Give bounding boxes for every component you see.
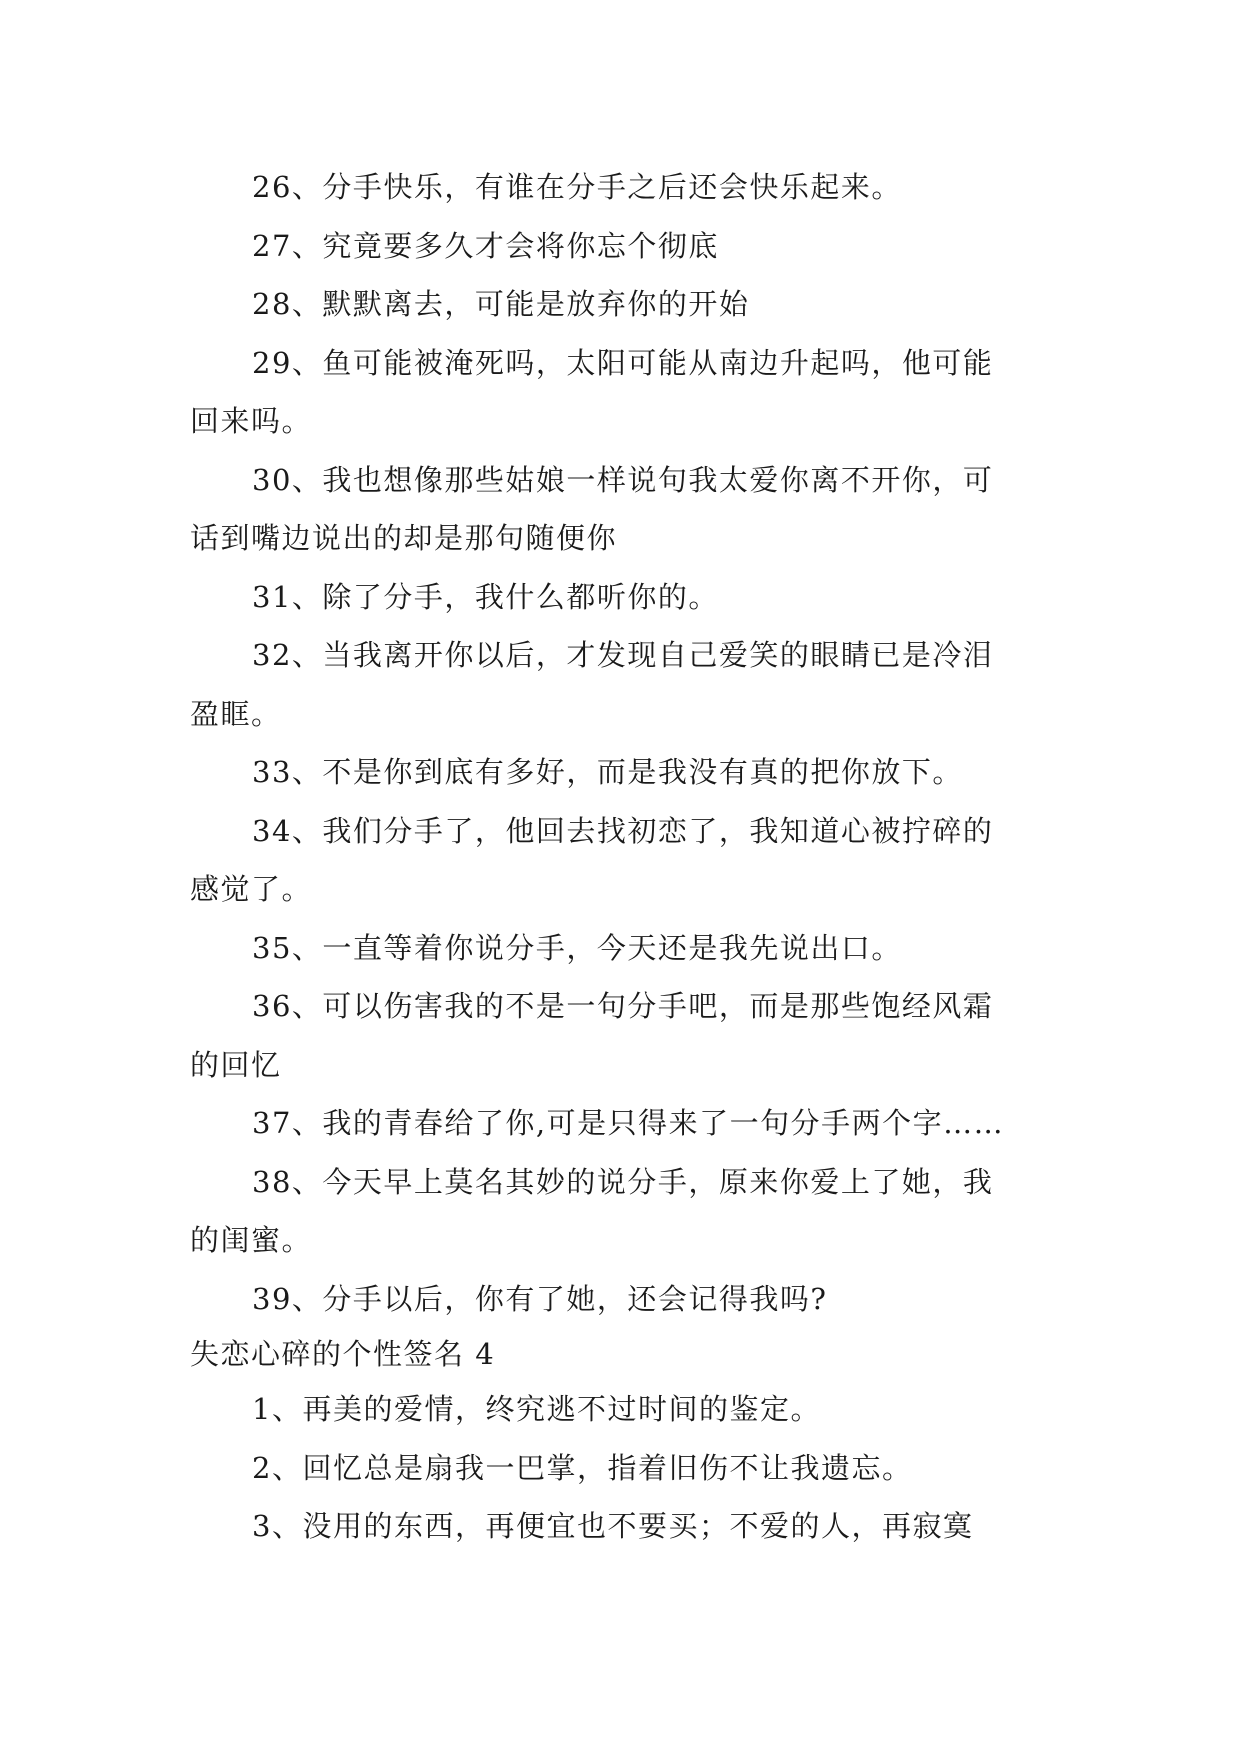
document-body: [190, 158, 1050, 1556]
paragraph-line: 36、可以伤害我的不是一句分手吧，而是那些饱经风霜: [252, 989, 994, 1023]
paragraph-line: 话到嘴边说出的却是那句随便你: [190, 521, 618, 555]
paragraph-line: 39、分手以后，你有了她，还会记得我吗?: [252, 1281, 828, 1316]
paragraph-line: 34、我们分手了，他回去找初恋了，我知道心被拧碎的: [252, 813, 994, 848]
paragraph-line: 回来吗。: [190, 404, 313, 438]
paragraph-line: 33、不是你到底有多好，而是我没有真的把你放下。: [252, 755, 963, 789]
paragraph-line: 的闺蜜。: [190, 1223, 313, 1257]
paragraph-line: 27、究竟要多久才会将你忘个彻底: [252, 228, 719, 263]
paragraph-line: 37、我的青春给了你,可是只得来了一句分手两个字……: [252, 1106, 1005, 1140]
paragraph-line: 38、今天早上莫名其妙的说分手，原来你爱上了她，我: [252, 1164, 994, 1199]
paragraph-line: 盈眶。: [190, 696, 282, 731]
paragraph-line: 32、当我离开你以后，才发现自己爱笑的眼睛已是冷泪: [252, 638, 994, 672]
paragraph-line: 29、鱼可能被淹死吗，太阳可能从南边升起吗，他可能: [252, 345, 994, 380]
paragraph-line: 感觉了。: [190, 872, 313, 906]
paragraph-line: 的回忆: [190, 1047, 282, 1082]
paragraph-line: 3、没用的东西，再便宜也不要买；不爱的人，再寂寞: [252, 1509, 974, 1543]
paragraph-line: 28、默默离去，可能是放弃你的开始: [252, 287, 750, 321]
paragraph-line: 2、回忆总是扇我一巴掌，指着旧伤不让我遗忘。: [252, 1450, 913, 1485]
paragraph-line: 31、除了分手，我什么都听你的。: [252, 579, 719, 614]
paragraph-line: 35、一直等着你说分手，今天还是我先说出口。: [252, 930, 902, 965]
paragraph-line: 30、我也想像那些姑娘一样说句我太爱你离不开你，可: [252, 462, 994, 497]
section-heading: 失恋心碎的个性签名 4: [190, 1337, 496, 1371]
paragraph-line: 26、分手快乐，有谁在分手之后还会快乐起来。: [252, 170, 902, 204]
paragraph-line: 1、再美的爱情，终究逃不过时间的鉴定。: [252, 1392, 821, 1426]
